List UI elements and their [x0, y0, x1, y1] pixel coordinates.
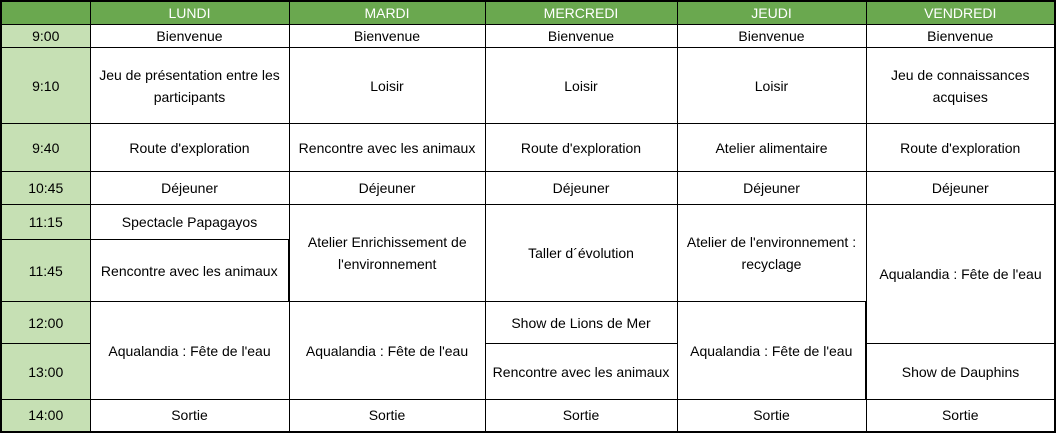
- time-cell: 9:40: [1, 124, 90, 172]
- table-row: [1, 25, 1055, 48]
- time-cell: 9:10: [1, 48, 90, 124]
- event-cell: Bienvenue: [90, 25, 289, 48]
- event-cell: Sortie: [289, 400, 485, 432]
- time-cell: 11:15: [1, 205, 90, 240]
- event-cell: Route d'exploration: [90, 124, 289, 172]
- event-cell: Déjeuner: [866, 172, 1055, 205]
- event-cell: Aqualandia : Fête de l'eau: [866, 205, 1055, 344]
- event-cell: Bienvenue: [289, 25, 485, 48]
- event-cell: Bienvenue: [677, 25, 866, 48]
- day-header-vendredi: VENDREDI: [866, 1, 1055, 25]
- event-cell: Loisir: [289, 48, 485, 124]
- time-cell: 14:00: [1, 400, 90, 432]
- event-cell: Aqualandia : Fête de l'eau: [90, 302, 289, 400]
- table-row: [1, 205, 1055, 240]
- event-cell: Sortie: [866, 400, 1055, 432]
- header-corner-cell: [1, 1, 90, 25]
- event-cell: Rencontre avec les animaux: [90, 240, 289, 302]
- time-cell: 9:00: [1, 25, 90, 48]
- event-cell: Show de Lions de Mer: [485, 302, 677, 344]
- event-cell: Show de Dauphins: [866, 344, 1055, 400]
- event-cell: Sortie: [677, 400, 866, 432]
- event-cell: Spectacle Papagayos: [90, 205, 289, 240]
- event-cell: Loisir: [677, 48, 866, 124]
- event-cell: Jeu de connaissances acquises: [866, 48, 1055, 124]
- table-row: [1, 172, 1055, 205]
- event-cell: Sortie: [90, 400, 289, 432]
- event-cell: Déjeuner: [289, 172, 485, 205]
- header-row: [1, 1, 1055, 25]
- event-cell: Sortie: [485, 400, 677, 432]
- day-header-mardi: MARDI: [289, 1, 485, 25]
- time-cell: 11:45: [1, 240, 90, 302]
- table-row: [1, 48, 1055, 124]
- time-cell: 10:45: [1, 172, 90, 205]
- event-cell: Rencontre avec les animaux: [485, 344, 677, 400]
- event-cell: Taller d´évolution: [485, 205, 677, 302]
- event-cell: Déjeuner: [677, 172, 866, 205]
- event-cell: Bienvenue: [866, 25, 1055, 48]
- event-cell: Aqualandia : Fête de l'eau: [289, 302, 485, 400]
- event-cell: Atelier Enrichissement de l'environnement: [289, 205, 485, 302]
- event-cell: Atelier alimentaire: [677, 124, 866, 172]
- event-cell: Aqualandia : Fête de l'eau: [677, 302, 866, 400]
- table-row: [1, 124, 1055, 172]
- event-cell: Loisir: [485, 48, 677, 124]
- event-cell: Déjeuner: [485, 172, 677, 205]
- event-cell: Déjeuner: [90, 172, 289, 205]
- day-header-lundi: LUNDI: [90, 1, 289, 25]
- event-cell: Bienvenue: [485, 25, 677, 48]
- day-header-jeudi: JEUDI: [677, 1, 866, 25]
- event-cell: Rencontre avec les animaux: [289, 124, 485, 172]
- table-row: [1, 400, 1055, 432]
- event-cell: Route d'exploration: [866, 124, 1055, 172]
- event-cell: Route d'exploration: [485, 124, 677, 172]
- day-header-mercredi: MERCREDI: [485, 1, 677, 25]
- time-cell: 12:00: [1, 302, 90, 344]
- event-cell: Jeu de présentation entre les participants: [90, 48, 289, 124]
- event-cell: Atelier de l'environnement : recyclage: [677, 205, 866, 302]
- time-cell: 13:00: [1, 344, 90, 400]
